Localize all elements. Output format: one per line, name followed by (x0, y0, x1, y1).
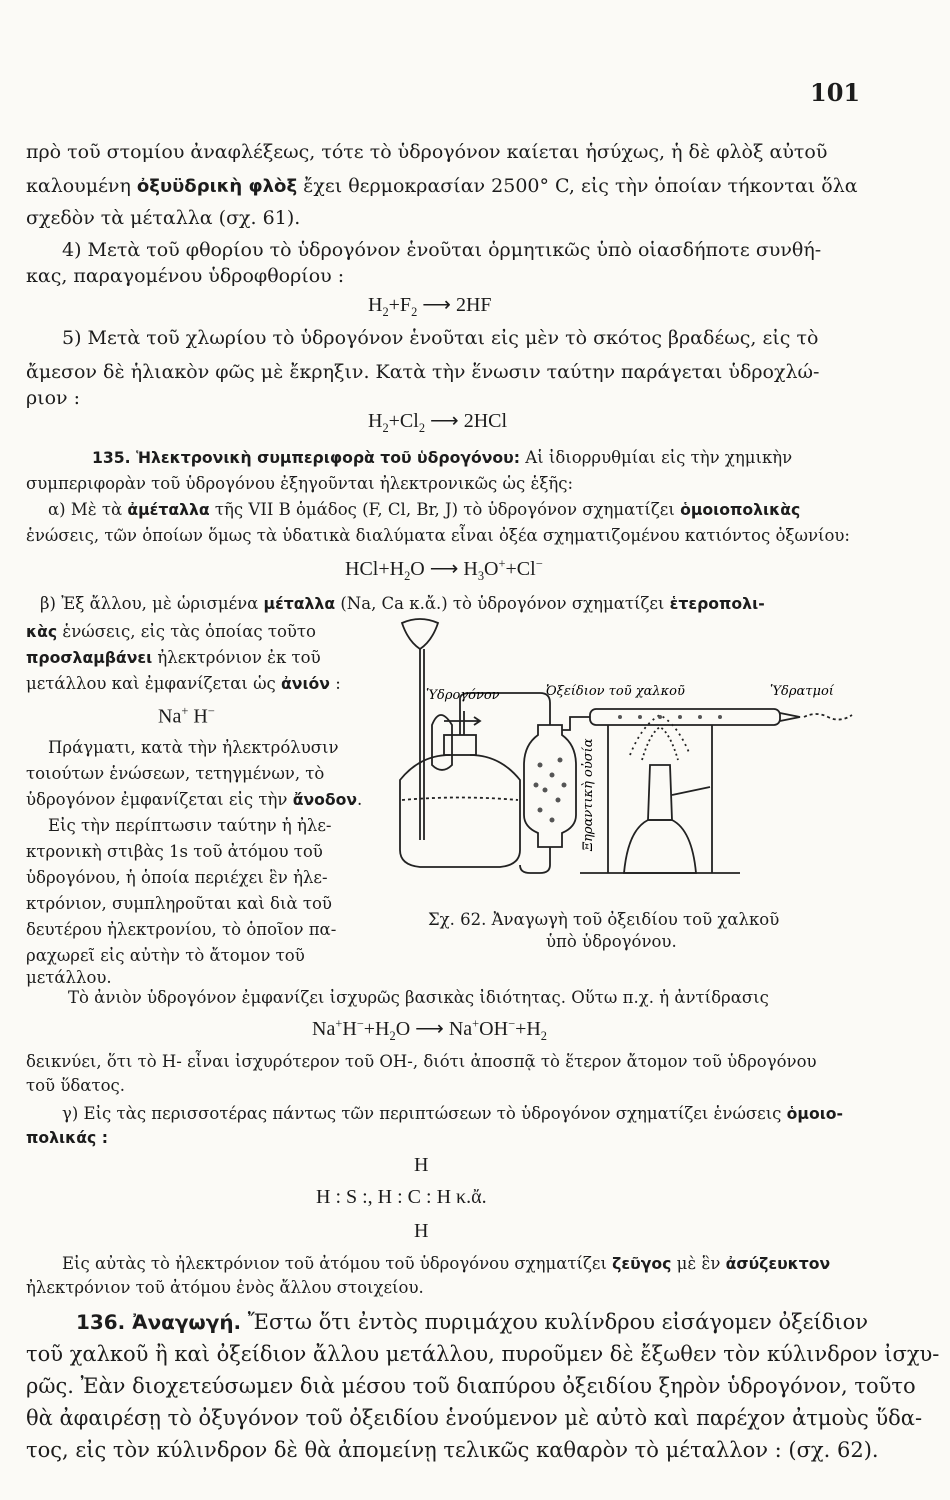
text-line: μετάλλου καὶ ἐμφανίζεται ὡς ἀνιόν : (26, 674, 341, 693)
text-line: προσλαμβάνει ἠλεκτρόνιον ἐκ τοῦ (26, 648, 321, 667)
gas-generator-flask (400, 755, 520, 867)
equation-hydride: Na+ H− (158, 704, 215, 728)
page-number: 101 (810, 78, 861, 107)
section-136-heading: 136. Ἀναγωγή. Ἔστω ὅτι ἐντὸς πυριμάχου κυλίνδρου εἰσάγομεν ὀξείδιον (76, 1310, 869, 1334)
text-line: τοῦ χαλκοῦ ἢ καὶ ὀξείδιον ἄλλου μετάλλου, πυροῦμεν δὲ ἔξωθεν τὸν κύλινδρον ἰσχυ- (26, 1342, 940, 1366)
label-water-vapor: Ὑδρατμοί (770, 684, 834, 699)
text-line: σχεδὸν τὰ μέταλλα (σχ. 61). (26, 207, 301, 229)
text-line: Εἰς αὐτὰς τὸ ἠλεκτρόνιον τοῦ ἀτόμου τοῦ ὑδρογόνου σχηματίζει ζεῦγος μὲ ἓν ἀσύζευκτον (62, 1254, 831, 1273)
equation-hcl: $H_2+Cl_2$ ⟶ 2HCl (368, 410, 508, 435)
label-copper-oxide: Ὀξείδιον τοῦ χαλκοῦ (546, 684, 685, 699)
text-line: κτρόνιον, συμπληροῦται καὶ διὰ τοῦ (26, 894, 332, 913)
text-line: 5) Μετὰ τοῦ χλωρίου τὸ ὑδρογόνον ἑνοῦται εἰς μὲν τὸ σκότος βραδέως, εἰς τὸ (62, 327, 819, 349)
label-hydrogen: Ὑδρογόνον (426, 688, 500, 703)
text-line: Πράγματι, κατὰ τὴν ἠλεκτρόλυσιν (48, 738, 339, 757)
text-line: α) Μὲ τὰ ἀμέταλλα τῆς VII B ὁμάδος (F, Cl, Br, J) τὸ ὑδρογόνον σχηματίζει ὁμοιοπολικὰς (48, 500, 801, 519)
text-line: ἑνώσεις, τῶν ὁποίων ὅμως τὰ ὑδατικὰ διαλύματα εἶναι ὀξέα σχηματιζομένου κατιόντος ὀξωνίου: (26, 526, 850, 545)
drying-tower (524, 725, 576, 847)
text-line: Τὸ ἀνιὸν ὑδρογόνον ἐμφανίζει ἰσχυρῶς βασικὰς ἰδιότητας. Οὕτω π.χ. ἡ ἀντίδρασις (68, 988, 769, 1007)
text-line: πολικάς : (26, 1128, 109, 1147)
text-line: κτρονικὴ στιβὰς 1s τοῦ ἀτόμου τοῦ (26, 842, 323, 861)
text-line: πρὸ τοῦ στομίου ἀναφλέξεως, τότε τὸ ὑδρογόνον καίεται ἡσύχως, ἡ δὲ φλὸξ αὐτοῦ (26, 141, 828, 163)
lewis-top: H (414, 1154, 429, 1176)
section-135-heading: 135. Ἡλεκτρονικὴ συμπεριφορὰ τοῦ ὑδρογόνου: Αἱ ἰδιορρυθμίαι εἰς τὴν χημικὴν (92, 448, 793, 467)
text-line: γ) Εἰς τὰς περισσοτέρας πάντως τῶν περιπτώσεων τὸ ὑδρογόνον σχηματίζει ἑνώσεις ὁμοιο- (62, 1104, 844, 1123)
text-line: ἄμεσον δὲ ἡλιακὸν φῶς μὲ ἔκρηξιν. Κατὰ τὴν ἕνωσιν ταύτην παράγεται ὑδροχλώ- (26, 361, 820, 383)
label-drying-agent: Ξηραντικὴ οὐσία (581, 738, 596, 851)
text-line: θὰ ἀφαιρέσῃ τὸ ὀξυγόνον τοῦ ὀξειδίου ἑνούμενον μὲ αὐτὸ καὶ παρέχον ἀτμοὺς ὕδα- (26, 1406, 923, 1430)
text-line: ὑδρογόνου, ἡ ὁποία περιέχει ἓν ἠλε- (26, 868, 328, 887)
text-line: συμπεριφορὰν τοῦ ὑδρογόνου ἐξηγοῦνται ἠλεκτρονικῶς ὡς ἑξῆς: (26, 474, 574, 493)
text-line: ὑδρογόνον ἐμφανίζεται εἰς τὴν ἄνοδον. (26, 790, 363, 809)
text-line: 4) Μετὰ τοῦ φθορίου τὸ ὑδρογόνον ἑνοῦται ὁρμητικῶς ὑπὸ οἱασδήποτε συνθή- (62, 239, 822, 261)
text-line: κὰς ἑνώσεις, εἰς τὰς ὁποίας τοῦτο (26, 622, 316, 641)
equation-hydronium: $HCl+H_2O$ ⟶ $H_3O^++Cl^-$ (345, 556, 543, 583)
text-line: μετάλλου. (26, 968, 112, 987)
figure-caption-continued: ὑπὸ ὑδρογόνου. (546, 932, 677, 951)
text-line: δευτέρου ἠλεκτρονίου, τὸ ὁποῖον πα- (26, 920, 337, 939)
lewis-structures: H : S :, H : C : H κ.ἄ. (316, 1186, 487, 1208)
text-line: τοιούτων ἑνώσεων, τετηγμένων, τὸ (26, 764, 325, 783)
text-line: τοῦ ὕδατος. (26, 1076, 125, 1095)
text-line: ριον : (26, 387, 81, 409)
equation-hf: $H_2+F_2$ ⟶ 2HF (368, 294, 492, 319)
text-line: τος, εἰς τὸν κύλινδρον δὲ θὰ ἀπομείνῃ τελικῶς καθαρὸν τὸ μέταλλον : (σχ. 62). (26, 1438, 879, 1462)
text-line: ραχωρεῖ εἰς αὐτὴν τὸ ἄτομον τοῦ (26, 946, 305, 965)
text-line: β) Ἐξ ἄλλου, μὲ ὡρισμένα μέταλλα (Na, Ca κ.ἄ.) τὸ ὑδρογόνον σχηματίζει ἑτεροπολι- (40, 594, 765, 613)
text-line: ἠλεκτρόνιον τοῦ ἀτόμου ἑνὸς ἄλλου στοιχείου. (26, 1278, 424, 1297)
equation-basic: $Na^+H^-+H_2O$ ⟶ $Na^+OH^-+H_2$ (312, 1016, 547, 1043)
figure-caption: Σχ. 62. Ἀναγωγὴ τοῦ ὀξειδίου τοῦ χαλκοῦ (428, 910, 780, 929)
text-line: δεικνύει, ὅτι τὸ H- εἶναι ἰσχυρότερον τοῦ OH-, διότι ἀποσπᾷ τὸ ἕτερον ἄτομον τοῦ ὑδρογόνου (26, 1052, 817, 1071)
bunsen-burner-icon (648, 765, 672, 820)
funnel-icon (402, 619, 438, 649)
lewis-bottom: H (414, 1220, 429, 1242)
text-line: καλουμένη ὀξυϋδρικὴ φλὸξ ἔχει θερμοκρασίαν 2500° C, εἰς τὴν ὁποίαν τήκονται ὅλα (26, 175, 858, 197)
text-line: κας, παραγομένου ὑδροφθορίου : (26, 265, 345, 287)
text-line: ρῶς. Ἐὰν διοχετεύσωμεν διὰ μέσου τοῦ διαπύρου ὀξειδίου ξηρὸν ὑδρογόνον, τοῦτο (26, 1374, 916, 1398)
text-line: Εἰς τὴν περίπτωσιν ταύτην ἡ ἠλε- (48, 816, 332, 835)
apparatus-figure (380, 615, 870, 885)
